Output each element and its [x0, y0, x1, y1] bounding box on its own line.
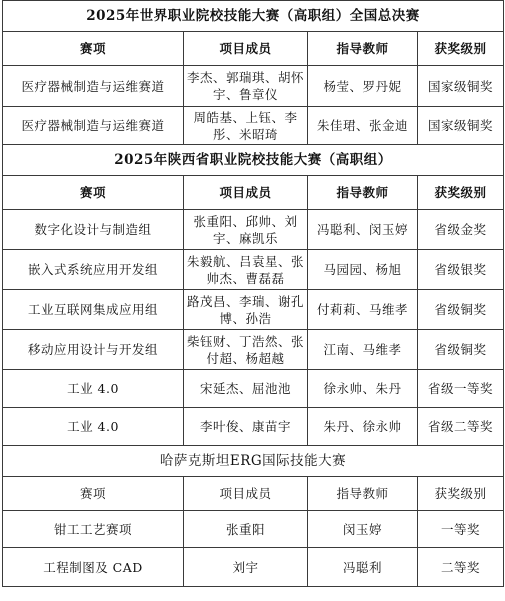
cell-award: 国家级铜奖 [418, 107, 504, 145]
section-title-row [3, 145, 504, 176]
cell-instructors: 朱丹、徐永帅 [308, 408, 418, 446]
cell-instructors: 江南、马维孝 [308, 330, 418, 370]
cell-members: 李叶俊、康苗宇 [184, 408, 308, 446]
cell-event: 工业互联网集成应用组 [3, 290, 184, 330]
table-row [3, 107, 504, 145]
header-instructors: 指导教师 [308, 477, 418, 511]
cell-award: 省级银奖 [418, 250, 504, 290]
cell-instructors: 杨莹、罗丹妮 [308, 66, 418, 107]
cell-award: 二等奖 [418, 548, 504, 587]
cell-award: 省级铜奖 [418, 330, 504, 370]
cell-instructors: 徐永帅、朱丹 [308, 370, 418, 408]
table-row [3, 66, 504, 107]
cell-event: 移动应用设计与开发组 [3, 330, 184, 370]
table-row [3, 330, 504, 370]
header-members: 项目成员 [184, 176, 308, 210]
header-instructors: 指导教师 [308, 32, 418, 66]
table-row [3, 370, 504, 408]
cell-instructors: 朱佳珺、张金迪 [308, 107, 418, 145]
awards-table [2, 0, 504, 587]
cell-event: 钳工工艺赛项 [3, 511, 184, 548]
header-event: 赛项 [3, 32, 184, 66]
cell-instructors: 闵玉婷 [308, 511, 418, 548]
cell-award: 国家级铜奖 [418, 66, 504, 107]
cell-members: 周皓基、上钰、李彤、米昭琦 [184, 107, 308, 145]
cell-event: 医疗器械制造与运维赛道 [3, 66, 184, 107]
cell-event: 工业 4.0 [3, 408, 184, 446]
cell-instructors: 冯聪利 [308, 548, 418, 587]
table-row [3, 210, 504, 250]
cell-members: 柴钰财、丁浩然、张付超、杨超越 [184, 330, 308, 370]
header-award-level: 获奖级别 [418, 477, 504, 511]
table-row [3, 290, 504, 330]
cell-award: 省级铜奖 [418, 290, 504, 330]
table-row [3, 250, 504, 290]
cell-members: 刘宇 [184, 548, 308, 587]
header-event: 赛项 [3, 176, 184, 210]
cell-instructors: 马园园、杨旭 [308, 250, 418, 290]
section-title-row [3, 446, 504, 477]
cell-award: 一等奖 [418, 511, 504, 548]
cell-instructors: 付莉莉、马维孝 [308, 290, 418, 330]
cell-award: 省级二等奖 [418, 408, 504, 446]
cell-event: 工业 4.0 [3, 370, 184, 408]
header-row [3, 176, 504, 210]
cell-members: 张重阳 [184, 511, 308, 548]
section-title-row [3, 1, 504, 32]
section-title: 2025年世界职业院校技能大赛（高职组）全国总决赛 [3, 1, 504, 32]
section-title: 2025年陕西省职业院校技能大赛（高职组） [3, 145, 504, 176]
section-title: 哈萨克斯坦ERG国际技能大赛 [3, 446, 504, 477]
cell-award: 省级金奖 [418, 210, 504, 250]
cell-award: 省级一等奖 [418, 370, 504, 408]
cell-members: 宋延杰、屈池池 [184, 370, 308, 408]
cell-event: 工程制图及 CAD [3, 548, 184, 587]
cell-event: 嵌入式系统应用开发组 [3, 250, 184, 290]
cell-members: 张重阳、邱帅、刘宇、麻凯乐 [184, 210, 308, 250]
header-members: 项目成员 [184, 32, 308, 66]
cell-instructors: 冯聪利、闵玉婷 [308, 210, 418, 250]
cell-event: 数字化设计与制造组 [3, 210, 184, 250]
header-members: 项目成员 [184, 477, 308, 511]
header-award-level: 获奖级别 [418, 176, 504, 210]
header-row [3, 477, 504, 511]
cell-event: 医疗器械制造与运维赛道 [3, 107, 184, 145]
table-row [3, 548, 504, 587]
table-row [3, 511, 504, 548]
header-row [3, 32, 504, 66]
cell-members: 路茂昌、李瑞、谢孔博、孙浩 [184, 290, 308, 330]
cell-members: 李杰、郭瑞琪、胡怀宇、鲁章仪 [184, 66, 308, 107]
header-award-level: 获奖级别 [418, 32, 504, 66]
table-row [3, 408, 504, 446]
header-instructors: 指导教师 [308, 176, 418, 210]
cell-members: 朱毅航、吕袁星、张帅杰、曹磊磊 [184, 250, 308, 290]
header-event: 赛项 [3, 477, 184, 511]
